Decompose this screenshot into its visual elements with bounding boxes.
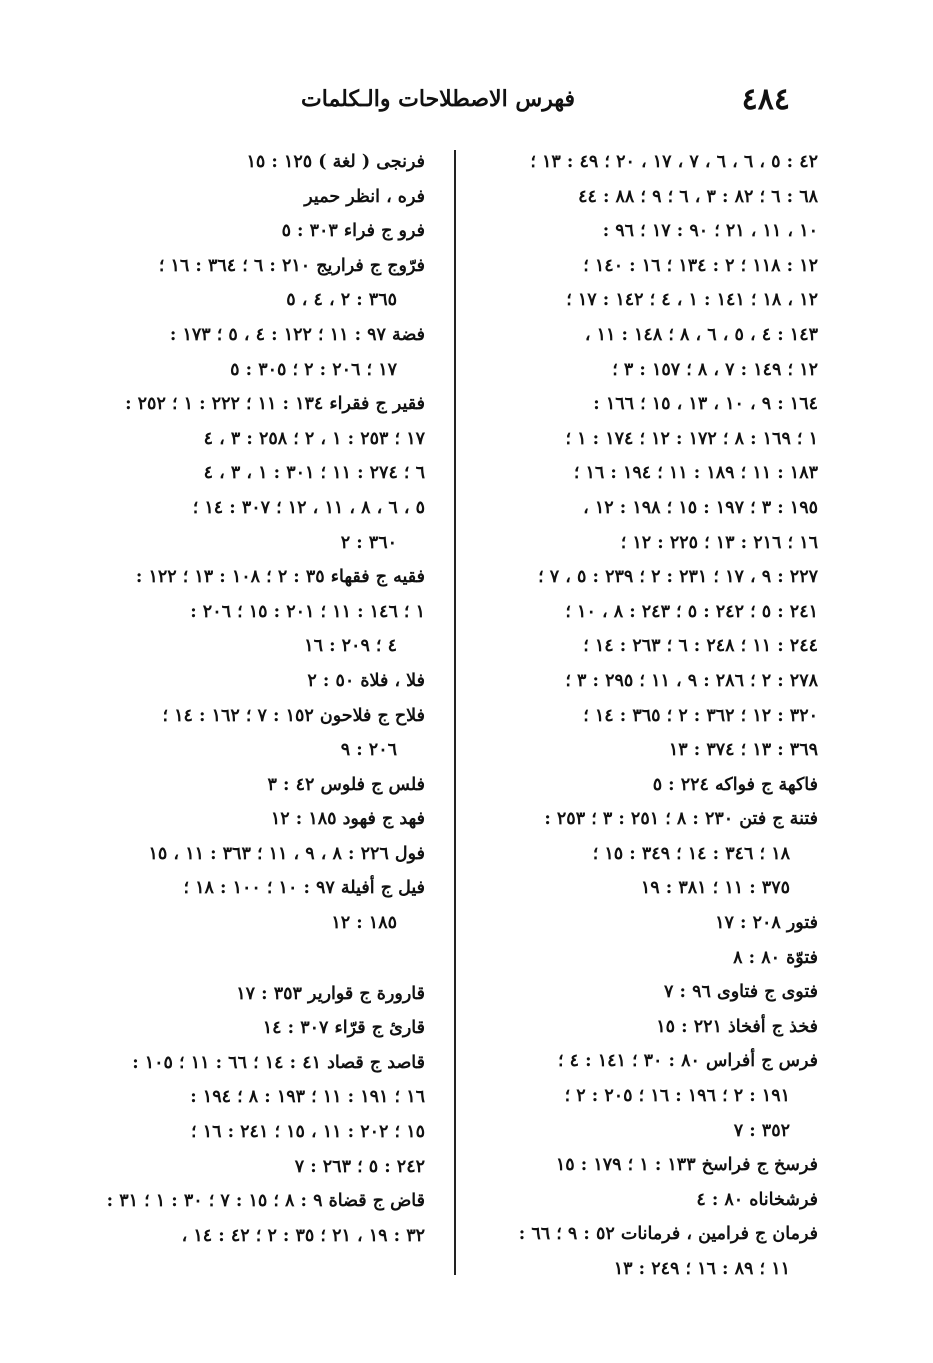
index-entry-line: ٦٨ : ٦ ؛ ٨٢ : ٣ ، ٦ ؛ ٩ ؛ ٨٨ : ٤٤	[578, 186, 818, 207]
index-entry-line: ١٠ ، ١١ ، ٢١ ؛ ٩٠ : ١٧ ؛ ٩٦ :	[602, 221, 818, 242]
index-entry-line: فرسخ ج فراسخ ١٣٣ : ١ ؛ ١٧٩ : ١٥	[555, 1155, 818, 1176]
index-entry-line: ١ ؛ ١٦٩ : ٨ ؛ ١٧٢ : ١٢ ؛ ١٧٤ : ١ ؛	[565, 428, 818, 449]
index-entry-line: ١٥ ؛ ٢٠٢ : ١١ ، ١٥ ؛ ٢٤١ : ١٦ ؛	[191, 1122, 425, 1143]
index-entry-line: فهد ج فهود ١٨٥ : ١٢	[270, 809, 425, 830]
index-entry-line: ١٨٣ : ١١ ؛ ١٨٩ : ١١ ؛ ١٩٤ : ١٦ ؛	[573, 463, 818, 484]
index-entry-line: فلاح ج فلاحون ١٥٢ : ٧ ؛ ١٦٢ : ١٤ ؛	[162, 705, 425, 726]
column-divider	[454, 150, 456, 1275]
index-entry-line: قاصد ج قصاد ٤١ : ١٤ ؛ ٦٦ : ١١ ؛ ١٠٥ :	[132, 1052, 425, 1073]
index-entry-line: فقيه ج فقهاء ٣٥ : ٢ ؛ ١٠٨ : ١٣ ؛ ١٢٢ :	[135, 567, 425, 588]
index-entry-line	[85, 941, 425, 977]
index-entry-line: ٥ ، ٦ ، ٨ ، ١١ ، ١٢ ؛ ٣٠٧ : ١٤ ؛	[192, 497, 425, 518]
index-entry-line: ١٩١ : ٢ ؛ ١٩٦ : ١٦ ؛ ٢٠٥ : ٢ ؛	[564, 1086, 790, 1107]
index-entry-line: فرمان ج فرامين ، فرمانات ٥٢ : ٩ ؛ ٦٦ :	[518, 1224, 818, 1245]
index-entry-line: فضة ٩٧ : ١١ ؛ ١٢٢ : ٤ ، ٥ ؛ ١٧٣ :	[169, 324, 425, 345]
index-entry-line: فرّوج ج فراريج ٢١٠ : ٦ ؛ ٣٦٤ : ١٦ ؛	[158, 255, 425, 276]
index-entry-line: ٤ ؛ ٢٠٩ : ١٦	[304, 636, 397, 657]
index-entry-line: ١٦ ؛ ٢١٦ : ١٣ ؛ ٢٢٥ : ١٢ ؛	[620, 532, 818, 553]
running-title: فهرس الاصطلاحات والـكلمات	[301, 86, 575, 112]
index-entry-line: قارورة ج قوارير ٣٥٣ : ١٧	[236, 983, 425, 1004]
index-entry-line: ١٧ ؛ ٢٠٦ : ٢ ؛ ٣٠٥ : ٥	[230, 359, 397, 380]
index-entry-line: ٤٢ : ٥ ، ٦ ، ٦ ، ٧ ، ١٧ ، ٢٠ ؛ ٤٩ : ١٣ ؛	[530, 152, 818, 172]
index-entry-line: ٣٧٥ : ١١ ؛ ٣٨١ : ١٩	[640, 878, 790, 899]
index-entry-line: ١٦ ؛ ١٩١ : ١١ ؛ ١٩٣ : ٨ ؛ ١٩٤ :	[190, 1087, 425, 1108]
index-entry-line: ١ ؛ ١٤٦ : ١١ ؛ ٢٠١ : ١٥ ؛ ٢٠٦ :	[190, 601, 425, 622]
index-entry-line: ١٤٣ : ٤ ، ٥ ، ٦ ، ٨ ؛ ١٤٨ : ١١ ،	[584, 324, 818, 345]
index-entry-line: ١٢ ، ١٨ ؛ ١٤١ : ١ ، ٤ ؛ ١٤٢ : ١٧ ؛	[566, 290, 818, 311]
index-entry-line: ٣٦٥ : ٢ ، ٤ ، ٥	[286, 290, 397, 311]
index-entry-line: ١٦٤ : ٩ ، ١٠ ، ١٣ ، ١٥ ؛ ١٦٦ :	[593, 394, 818, 415]
index-entry-line: فقير ج فقراء ١٣٤ : ١١ ؛ ٢٢٢ : ١ ؛ ٢٥٢ :	[125, 394, 425, 415]
right-index-column	[463, 145, 818, 1287]
index-entry-line: فلا ، فلاة ٥٠ : ٢	[307, 670, 425, 691]
index-entry-line: ٢٧٨ : ٢ ؛ ٢٨٦ : ٩ ، ١١ ؛ ٢٩٥ : ٣ ؛	[565, 670, 818, 691]
index-entry-line: فلس ج فلوس ٤٢ : ٣	[267, 774, 425, 795]
index-entry-line: قاض ج قضاة ٩ : ٨ ؛ ١٥ : ٧ ؛ ٣٠ : ١ ؛ ٣١ :	[106, 1191, 425, 1212]
index-entry-line: فرس ج أفراس ٨٠ : ٣٠ ؛ ١٤١ : ٤ ؛	[557, 1051, 818, 1072]
index-entry-line: فتنة ج فتن ٢٣٠ : ٨ ؛ ٢٥١ : ٣ ؛ ٢٥٣ :	[544, 809, 818, 830]
index-entry-line: فيل ج أفيلة ٩٧ : ١٠ ؛ ١٠٠ : ١٨ ؛	[183, 878, 425, 899]
index-entry-line: ٢٤٢ : ٥ ؛ ٢٦٣ : ٧	[294, 1156, 425, 1177]
index-entry-line: ٦ ؛ ٢٧٤ : ١١ ؛ ٣٠١ : ١ ، ٣ ، ٤	[203, 463, 425, 484]
index-entry-line: ٣٦٠ : ٢	[340, 532, 397, 553]
index-entry-line: فاكهة ج فواكه ٢٢٤ : ٥	[652, 774, 818, 795]
index-entry-line: فتور ٢٠٨ : ١٧	[715, 913, 818, 934]
index-entry-line: ٢٤١ : ٥ ؛ ٢٤٢ : ٥ ؛ ٢٤٣ : ٨ ، ١٠ ؛	[565, 601, 818, 622]
index-entry-line: ٢٢٧ : ٩ ، ١٧ ؛ ٢٣١ : ٢ ؛ ٢٣٩ : ٥ ، ٧ ؛	[538, 567, 818, 588]
index-entry-line: ١٨ ؛ ٣٤٦ : ١٤ ؛ ٣٤٩ : ١٥ ؛	[592, 843, 790, 864]
index-entry-line: ٢٠٦ : ٩	[340, 740, 397, 761]
page-header	[90, 82, 790, 122]
index-entry-line: ١١ ؛ ٨٩ : ١٦ ؛ ٢٤٩ : ١٣	[613, 1259, 790, 1279]
index-entry-line: ١٢ ؛ ١٤٩ : ٧ ، ٨ ؛ ١٥٧ : ٣ ؛	[612, 359, 818, 380]
index-entry-line: فرشخاناه ٨٠ : ٤	[696, 1189, 818, 1210]
index-entry-line: قارئ ج قرّاء ٣٠٧ : ١٤	[262, 1018, 425, 1039]
index-entry-line: ٣٦٩ : ١٣ ؛ ٣٧٤ : ١٣	[668, 740, 818, 761]
left-index-column	[85, 145, 425, 1253]
index-entry-line: فتوّة ٨٠ : ٨	[733, 947, 818, 968]
index-entry-line: ١٩٥ : ٣ ؛ ١٩٧ : ١٥ ؛ ١٩٨ : ١٢ ،	[583, 497, 818, 518]
index-entry-line: فرنجى ( لغة ) ١٢٥ : ١٥	[246, 152, 425, 172]
index-entry-line: ١٢ : ١١٨ ؛ ٢ : ١٣٤ ؛ ١٦ : ١٤٠ ؛	[583, 255, 818, 276]
index-entry-line: ٢٤٤ : ١١ ؛ ٢٤٨ : ٦ ؛ ٢٦٣ : ١٤ ؛	[583, 636, 818, 657]
page-number: ٤٨٤	[741, 82, 790, 117]
index-entry-line: فره ، انظر حمير	[304, 186, 425, 207]
index-entry-line: فول ٢٢٦ : ٨ ، ٩ ، ١١ ؛ ٣٦٣ : ١١ ، ١٥	[148, 843, 425, 864]
index-entry-line: ٣٢٠ : ١٢ ؛ ٣٦٢ : ٢ ؛ ٣٦٥ : ١٤ ؛	[583, 705, 818, 726]
index-entry-line: فخذ ج أفخاذ ٢٢١ : ١٥	[656, 1016, 818, 1037]
index-entry-line: فرو ج فراء ٣٠٣ : ٥	[281, 221, 425, 242]
index-entry-line: ١٧ ؛ ٢٥٣ : ١ ، ٢ ؛ ٢٥٨ : ٣ ، ٤	[203, 428, 425, 449]
index-entry-line: ٣٥٢ : ٧	[733, 1120, 790, 1141]
index-entry-line: ١٨٥ : ١٢	[331, 913, 397, 934]
index-entry-line: فتوى ج فتاوى ٩٦ : ٧	[664, 982, 818, 1003]
index-entry-line: ٣٢ : ١٩ ، ٢١ ؛ ٣٥ : ٢ ؛ ٤٢ : ١٤ ،	[181, 1225, 425, 1246]
